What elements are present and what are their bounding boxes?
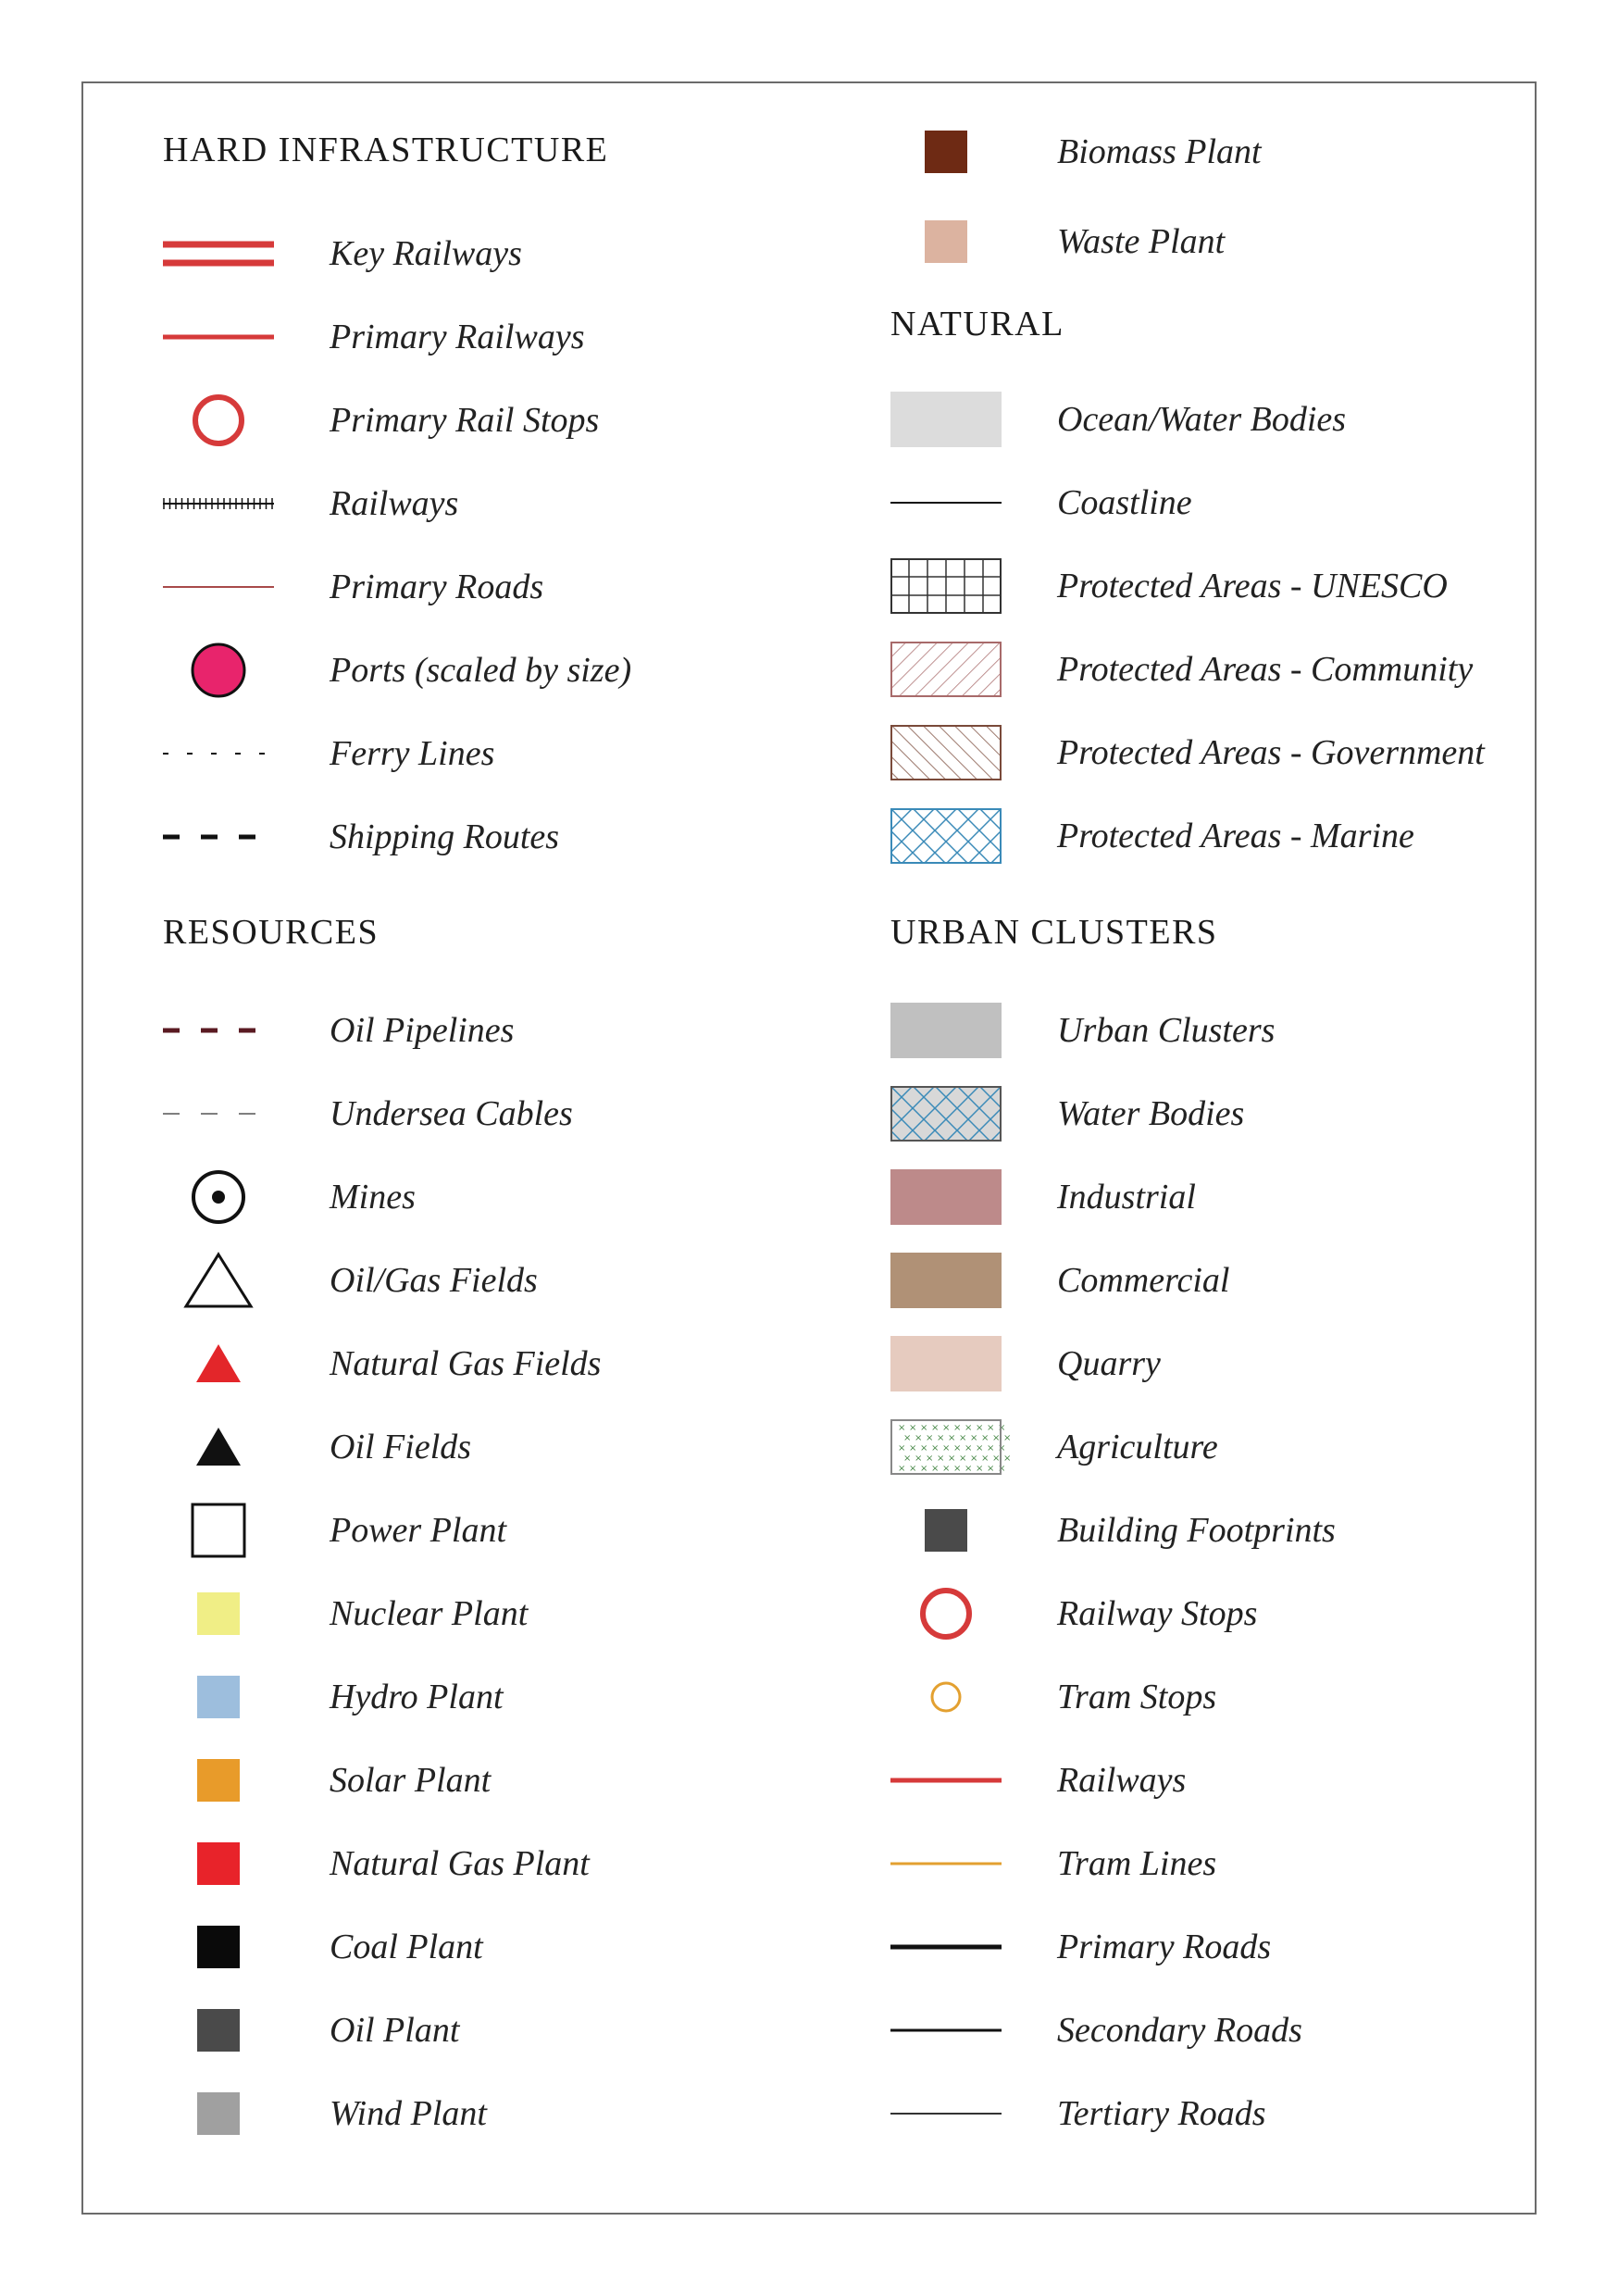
square-icon <box>163 1753 274 1808</box>
legend-label: Biomass Plant <box>1057 132 1262 171</box>
svg-text:×: × <box>920 1443 928 1454</box>
svg-text:×: × <box>959 1433 967 1443</box>
svg-text:×: × <box>903 1454 912 1464</box>
svg-text:×: × <box>987 1464 995 1474</box>
filled-triangle-icon <box>163 1336 274 1391</box>
svg-text:×: × <box>898 1443 906 1454</box>
rect-icon <box>890 1336 1002 1391</box>
svg-text:×: × <box>948 1454 956 1464</box>
svg-text:×: × <box>981 1433 989 1443</box>
svg-text:×: × <box>920 1464 928 1474</box>
outline-square-icon <box>163 1503 274 1558</box>
hatch-rect-icon <box>890 642 1002 697</box>
svg-text:×: × <box>976 1443 984 1454</box>
legend-label: Key Railways <box>330 234 522 273</box>
legend-label: Nuclear Plant <box>330 1594 529 1633</box>
heading-natural: NATURAL <box>890 305 1064 343</box>
legend-label: Tertiary Roads <box>1057 2094 1266 2133</box>
svg-text:×: × <box>926 1433 934 1443</box>
svg-text:×: × <box>987 1423 995 1433</box>
square-icon <box>163 1836 274 1891</box>
svg-text:×: × <box>931 1464 940 1474</box>
svg-text:×: × <box>898 1464 906 1474</box>
svg-text:×: × <box>965 1423 973 1433</box>
heading-resources: RESOURCES <box>163 913 380 952</box>
rect-icon <box>890 1253 1002 1308</box>
thin-dashed-line-icon <box>163 1086 274 1142</box>
filled-triangle-icon <box>163 1419 274 1475</box>
square-icon <box>890 124 1002 180</box>
square-icon <box>163 2086 274 2141</box>
svg-text:×: × <box>992 1433 1001 1443</box>
svg-text:×: × <box>976 1423 984 1433</box>
legend-label: Oil Pipelines <box>330 1011 515 1050</box>
cross-pattern-rect-icon <box>890 1419 1012 1475</box>
svg-text:×: × <box>953 1464 962 1474</box>
thick-line-icon <box>890 1753 1002 1808</box>
double-line-icon <box>163 226 274 281</box>
legend-label: Tram Lines <box>1057 1844 1217 1883</box>
svg-text:×: × <box>909 1423 917 1433</box>
legend-label: Solar Plant <box>330 1761 492 1800</box>
dashed-line-icon <box>163 1003 274 1058</box>
legend-label: Primary Rail Stops <box>330 401 600 440</box>
svg-text:×: × <box>976 1464 984 1474</box>
legend-label: Ocean/Water Bodies <box>1057 400 1347 439</box>
legend-label: Primary Railways <box>330 318 585 356</box>
svg-text:×: × <box>981 1454 989 1464</box>
square-icon <box>890 214 1002 269</box>
legend-label: Primary Roads <box>1057 1928 1272 1966</box>
medium-line-icon <box>890 1836 1002 1891</box>
svg-text:×: × <box>898 1423 906 1433</box>
square-icon <box>163 1669 274 1725</box>
legend-label: Oil/Gas Fields <box>330 1261 538 1300</box>
svg-text:×: × <box>931 1423 940 1433</box>
legend-label: Ferry Lines <box>330 734 495 773</box>
square-icon <box>163 1919 274 1975</box>
legend-label: Railways <box>1057 1761 1187 1800</box>
legend-label: Coastline <box>1057 483 1192 522</box>
svg-text:×: × <box>942 1423 951 1433</box>
square-icon <box>163 2003 274 2058</box>
svg-text:×: × <box>909 1464 917 1474</box>
svg-text:×: × <box>915 1433 923 1443</box>
filled-circle-icon <box>163 643 274 698</box>
svg-text:×: × <box>1003 1454 1012 1464</box>
crosshatch-rect-icon <box>890 808 1002 864</box>
legend-label: Urban Clusters <box>1057 1011 1276 1050</box>
medium-line-icon <box>890 2003 1002 2058</box>
legend-label: Commercial <box>1057 1261 1230 1300</box>
legend-label: Waste Plant <box>1057 222 1226 261</box>
svg-text:×: × <box>942 1443 951 1454</box>
svg-text:×: × <box>942 1464 951 1474</box>
svg-text:×: × <box>953 1443 962 1454</box>
dotted-line-icon <box>163 726 274 781</box>
legend-label: Protected Areas - Marine <box>1057 817 1414 855</box>
legend-label: Oil Fields <box>330 1428 472 1466</box>
svg-text:×: × <box>948 1433 956 1443</box>
legend-label: Railways <box>330 484 459 523</box>
legend-label: Mines <box>330 1178 416 1217</box>
rect-icon <box>890 392 1002 447</box>
svg-text:×: × <box>998 1423 1006 1433</box>
small-ring-icon <box>890 1669 1002 1725</box>
svg-text:×: × <box>970 1433 978 1443</box>
target-icon <box>163 1169 274 1225</box>
thick-line-icon <box>163 309 274 365</box>
legend-label: Protected Areas - Community <box>1057 650 1474 689</box>
legend-label: Protected Areas - Government <box>1057 733 1485 772</box>
hatch-back-rect-icon <box>890 725 1002 780</box>
legend-label: Water Bodies <box>1057 1094 1245 1133</box>
svg-text:×: × <box>965 1464 973 1474</box>
svg-text:×: × <box>937 1454 945 1464</box>
crosshatch-fill-rect-icon <box>890 1086 1002 1142</box>
dashed-line-icon <box>163 809 274 865</box>
legend-label: Secondary Roads <box>1057 2011 1302 2050</box>
legend-label: Natural Gas Fields <box>330 1344 602 1383</box>
svg-text:×: × <box>953 1423 962 1433</box>
ring-icon <box>890 1586 1002 1641</box>
thin-line-icon <box>163 559 274 615</box>
legend-label: Oil Plant <box>330 2011 460 2050</box>
legend-label: Railway Stops <box>1057 1594 1258 1633</box>
legend-label: Quarry <box>1057 1344 1161 1383</box>
legend-label: Coal Plant <box>330 1928 483 1966</box>
svg-text:×: × <box>937 1433 945 1443</box>
svg-text:×: × <box>1003 1433 1012 1443</box>
svg-text:×: × <box>992 1454 1001 1464</box>
ring-icon <box>163 393 274 448</box>
svg-text:×: × <box>920 1423 928 1433</box>
legend-label: Natural Gas Plant <box>330 1844 590 1883</box>
legend-label: Shipping Routes <box>330 817 560 856</box>
heading-urban-clusters: URBAN CLUSTERS <box>890 913 1218 952</box>
heading-hard-infrastructure: HARD INFRASTRUCTURE <box>163 131 609 169</box>
svg-text:×: × <box>998 1443 1006 1454</box>
svg-text:×: × <box>909 1443 917 1454</box>
grid-rect-icon <box>890 558 1002 614</box>
legend-label: Undersea Cables <box>330 1094 573 1133</box>
legend-label: Power Plant <box>330 1511 507 1550</box>
svg-text:×: × <box>970 1454 978 1464</box>
svg-text:×: × <box>998 1464 1006 1474</box>
legend-label: Hydro Plant <box>330 1678 504 1716</box>
thin-line-icon <box>890 475 1002 530</box>
square-icon <box>163 1586 274 1641</box>
svg-text:×: × <box>965 1443 973 1454</box>
legend-label: Primary Roads <box>330 568 544 606</box>
square-icon <box>890 1503 1002 1558</box>
legend-label: Wind Plant <box>330 2094 487 2133</box>
svg-text:×: × <box>926 1454 934 1464</box>
svg-text:×: × <box>931 1443 940 1454</box>
svg-text:×: × <box>987 1443 995 1454</box>
svg-text:×: × <box>903 1433 912 1443</box>
outline-triangle-icon <box>163 1253 274 1308</box>
thick-line-icon <box>890 1919 1002 1975</box>
legend-label: Agriculture <box>1057 1428 1218 1466</box>
legend-label: Ports (scaled by size) <box>330 651 632 690</box>
svg-text:×: × <box>915 1454 923 1464</box>
rect-icon <box>890 1003 1002 1058</box>
legend-label: Industrial <box>1057 1178 1196 1217</box>
legend-label: Building Footprints <box>1057 1511 1336 1550</box>
legend-label: Tram Stops <box>1057 1678 1217 1716</box>
rect-icon <box>890 1169 1002 1225</box>
legend-label: Protected Areas - UNESCO <box>1057 567 1448 605</box>
thin-line-icon <box>890 2086 1002 2141</box>
ticked-line-icon <box>163 476 274 531</box>
svg-text:×: × <box>959 1454 967 1464</box>
